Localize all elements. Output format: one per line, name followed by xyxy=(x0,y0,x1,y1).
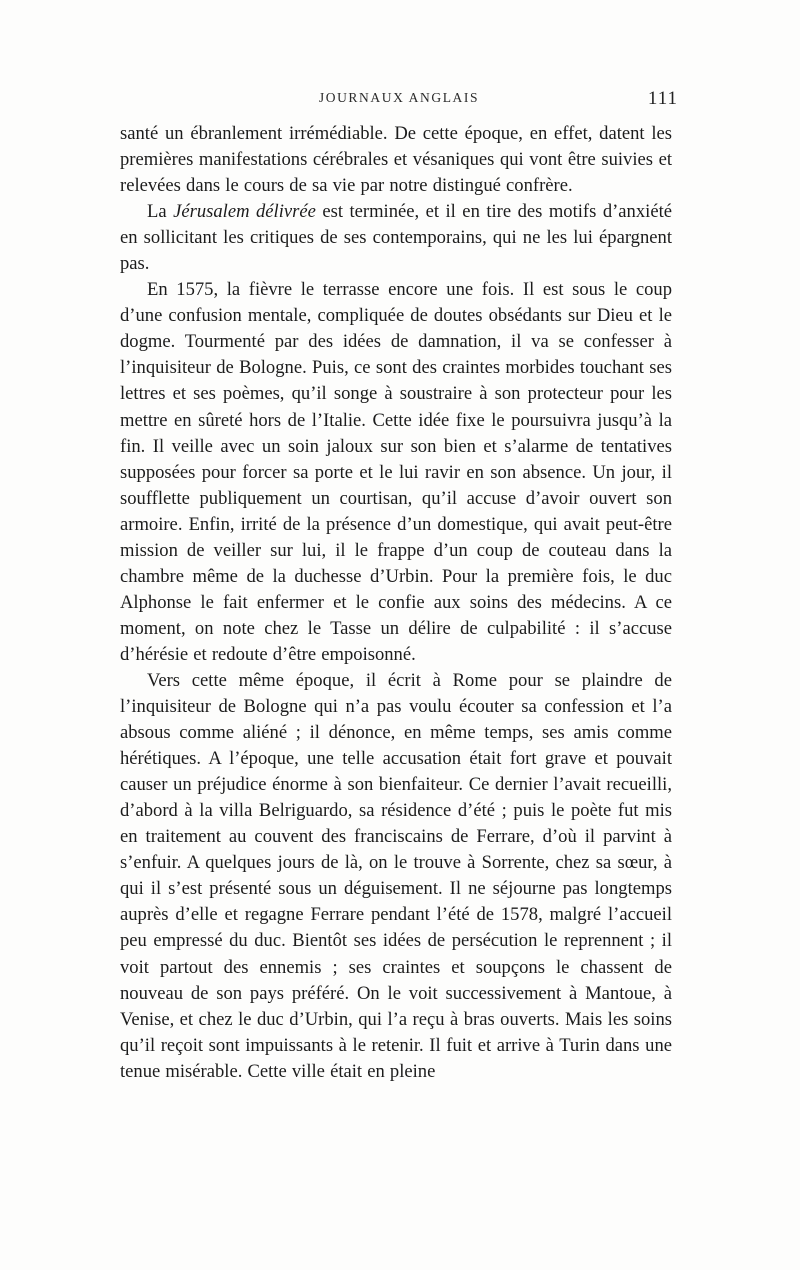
paragraph-jerusalem-lead: La xyxy=(147,201,174,223)
page-header xyxy=(120,88,678,118)
paragraph-jerusalem-rest: est terminée, et il en tire des motifs d’anxiété en sollicitant les critiques de ses contemporains, qui ne les lui épargnent pas. xyxy=(120,201,672,275)
paragraph-1575: En 1575, la fièvre le terrasse encore une fois. Il est sous le coup d’une confusion mentale, compliquée de doutes obsédants sur Dieu et le dogme. Tourmenté par des idées de damnation, il va se confesser à l’inquisiteur de Bologne. Puis, ce sont des craintes morbides touchant ses lettres et ses poèmes, qu’il songe à soustraire à son protecteur pour les mettre en sûreté hors de l’Italie. Cette idée fixe le poursuivra jusqu’à la fin. Il veille avec un soin jaloux sur son bien et s’alarme de tentatives supposées pour forcer sa porte et le lui ravir en son absence. Un jour, il soufflette publiquement un courtisan, qu’il accuse d’avoir ouvert son armoire. Enfin, irrité de la présence d’un domestique, qui avait peut-être mission de veiller sur lui, il le frappe d’un coup de couteau dans la chambre même de la duchesse d’Urbin. Pour la première fois, le duc Alphonse le fait enfermer et le confie aux soins des médecins. A ce moment, on note chez le Tasse un délire de culpabilité : il s’accuse d’hérésie et redoute d’être empoisonné. xyxy=(120,279,672,665)
page-number: 111 xyxy=(647,88,678,109)
paragraph-continuation: santé un ébranlement irrémédiable. De cette époque, en effet, datent les premières manifestations cérébrales et vésaniques qui vont être suivies et relevées dans le cours de sa vie par notre distingué confrère. xyxy=(120,123,672,197)
italic-title-jerusalem: Jérusalem xyxy=(173,201,250,223)
body-text xyxy=(120,121,672,1161)
italic-title-delivree: délivrée xyxy=(255,201,316,223)
paragraph-jerusalem xyxy=(120,199,672,277)
paragraph-rome: Vers cette même époque, il écrit à Rome pour se plaindre de l’inquisiteur de Bologne qui n’a pas voulu écouter sa confession et l’a absous comme aliéné ; il dénonce, en même temps, ses amis comme hérétiques. A l’époque, une telle accusation était fort grave et pouvait causer un préjudice énorme à son bienfaiteur. Ce dernier l’avait recueilli, d’abord à la villa Belriguardo, sa résidence d’été ; puis le poète fut mis en traitement au couvent des franciscains de Ferrare, d’où il parvint à s’enfuir. A quelques jours de là, on le trouve à Sorrente, chez sa sœur, à qui il s’est présenté sous un déguisement. Il ne séjourne pas longtemps auprès d’elle et regagne Ferrare pendant l’été de 1578, malgré l’accueil peu empressé du duc. Bientôt ses idées de persécution le reprennent ; il voit partout des ennemis ; ses craintes et soupçons le chassent de nouveau de son pays préféré. On le voit successivement à Mantoue, à Venise, et chez le duc d’Urbin, qui l’a reçu à bras ouverts. Mais les soins qu’il reçoit sont impuissants à le retenir. Il fuit et arrive à Turin dans une tenue misérable. Cette ville était en pleine xyxy=(120,669,672,1082)
running-title: JOURNAUX ANGLAIS xyxy=(318,90,480,105)
